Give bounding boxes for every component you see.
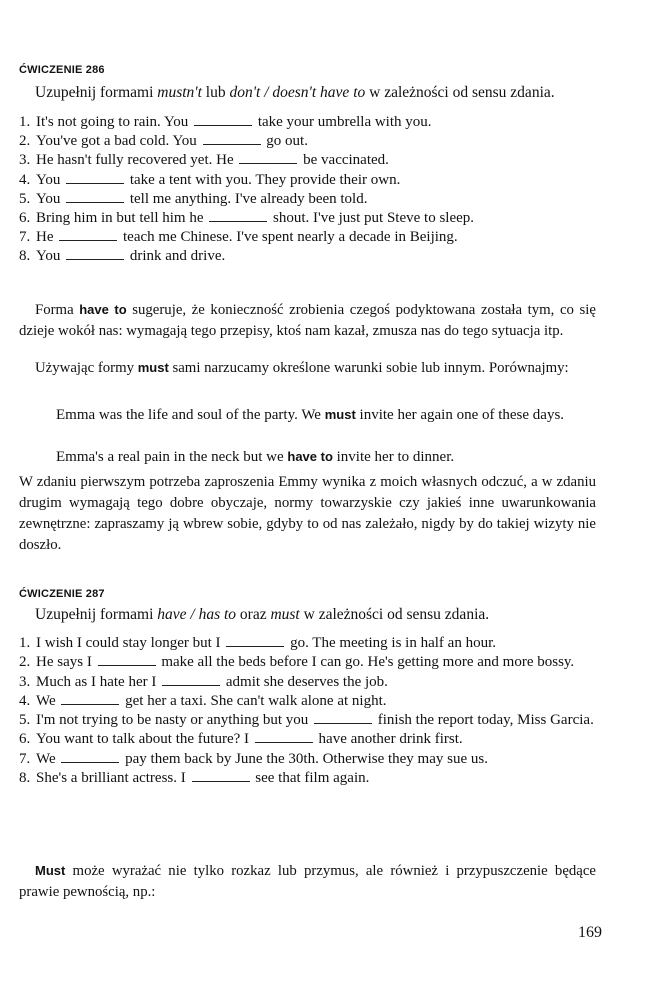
answer-blank[interactable]	[203, 132, 261, 145]
exercise-287-title: ĆWICZENIE 287	[19, 588, 105, 600]
instruction-text: lub	[201, 84, 230, 101]
item-text-before: He says I	[36, 654, 92, 671]
answer-blank[interactable]	[194, 113, 252, 126]
item-text-after: see that film again.	[255, 770, 370, 787]
answer-blank[interactable]	[162, 673, 220, 686]
item-text-before: He hasn't fully recovered yet. He	[36, 152, 234, 169]
item-text-after: go. The meeting is in half an hour.	[290, 635, 496, 651]
item-text-before: Much as I hate her I	[36, 673, 157, 690]
item-number: 6.	[19, 731, 31, 748]
item-text-after: take a tent with you. They provide their own.	[129, 171, 401, 188]
keyword-must: Must	[35, 863, 66, 878]
instruction-form: have / has to	[157, 606, 237, 623]
item-text-after: shout. I've just put Steve to sleep.	[273, 210, 475, 227]
final-paragraph: Must może wyrażać nie tylko rozkaz lub przymus, ale również i przypuszczenie będące prawie pewnością, np.:	[19, 863, 596, 900]
exercise-item	[19, 750, 599, 769]
item-number: 2.	[19, 654, 31, 671]
item-text-before: We	[36, 692, 56, 709]
exercise-item	[19, 711, 599, 730]
instruction-text: w zależności od sensu zdania.	[299, 606, 490, 623]
item-number: 1.	[19, 114, 31, 130]
item-text-before: You	[36, 171, 61, 188]
answer-blank[interactable]	[66, 190, 124, 203]
item-number: 4.	[19, 692, 31, 709]
answer-blank[interactable]	[66, 247, 124, 260]
item-number: 4.	[19, 171, 31, 188]
item-number: 6.	[19, 210, 31, 227]
keyword-must: must	[324, 407, 356, 422]
exercise-item	[19, 228, 605, 247]
item-text-after: get her a taxi. She can't walk alone at night.	[125, 692, 387, 709]
item-text-after: teach me Chinese. I've spent nearly a decade in Beijing.	[123, 229, 458, 246]
item-text-after: go out.	[266, 133, 308, 150]
item-text-before: You've got a bad cold. You	[36, 133, 197, 150]
item-number: 1.	[19, 635, 31, 651]
item-text-before: We	[36, 750, 56, 767]
exercise-item	[19, 634, 599, 653]
item-number: 7.	[19, 229, 31, 246]
item-number: 2.	[19, 133, 31, 150]
explanation-paragraph-3: W zdaniu pierwszym potrzeba zaproszenia Emmy wynika z moich własnych odczuć, a w zdaniu drugim wymagają tego dobre obyczaje, normy towarzyskie czy jakieś inne uwarunkowania zewnętrzne: zapraszamy ją wbrew sobie, gdyby to od nas zależało, nigdy by do takiej wizyty nie doszło.	[19, 474, 596, 553]
item-text-after: tell me anything. I've already been told.	[129, 190, 368, 207]
exercise-item	[19, 653, 599, 672]
item-number: 5.	[19, 712, 31, 729]
item-text-before: I wish I could stay longer but I	[36, 635, 221, 651]
exercise-item	[19, 730, 599, 749]
exercise-item	[19, 247, 605, 266]
answer-blank[interactable]	[192, 769, 250, 782]
example-sentence-1: Emma was the life and soul of the party. We must invite her again one of these days.	[56, 407, 565, 423]
instruction-text: Uzupełnij formami	[35, 606, 158, 623]
item-text-before: Bring him in but tell him he	[36, 210, 204, 227]
instruction-text: Uzupełnij formami	[35, 84, 158, 101]
exercise-286-list	[19, 113, 605, 267]
item-number: 3.	[19, 152, 31, 169]
explanation-paragraph-2: Używając formy must sami narzucamy określone warunki sobie lub innym. Porównajmy:	[35, 360, 569, 376]
instruction-form: don't / doesn't have to	[229, 84, 366, 101]
keyword-have-to: have to	[79, 302, 127, 317]
exercise-item	[19, 673, 599, 692]
exercise-item	[19, 209, 605, 228]
item-number: 8.	[19, 248, 31, 265]
answer-blank[interactable]	[314, 711, 372, 724]
answer-blank[interactable]	[59, 228, 117, 241]
exercise-287-instruction	[35, 606, 489, 624]
answer-blank[interactable]	[226, 634, 284, 647]
keyword-have-to: have to	[287, 449, 333, 464]
item-text-before: You	[36, 190, 61, 207]
item-number: 5.	[19, 190, 31, 207]
item-text-after: be vaccinated.	[303, 152, 389, 169]
answer-blank[interactable]	[239, 151, 297, 164]
answer-blank[interactable]	[255, 730, 313, 743]
instruction-form: must	[270, 606, 300, 623]
answer-blank[interactable]	[209, 209, 267, 222]
item-number: 7.	[19, 750, 31, 767]
item-text-after: admit she deserves the job.	[225, 673, 388, 690]
item-text-after: finish the report today, Miss Garcia.	[377, 712, 594, 729]
exercise-item	[19, 113, 605, 132]
exercise-item	[19, 151, 605, 170]
instruction-form: mustn't	[157, 84, 202, 101]
item-text-before: He	[36, 229, 54, 246]
exercise-286-title: ĆWICZENIE 286	[19, 64, 105, 76]
exercise-item	[19, 769, 599, 788]
instruction-text: w zależności od sensu zdania.	[365, 84, 555, 101]
keyword-must: must	[137, 360, 169, 375]
answer-blank[interactable]	[66, 171, 124, 184]
item-text-after: pay them back by June the 30th. Otherwise they may sue us.	[125, 750, 488, 767]
page-number: 169	[578, 924, 602, 941]
item-number: 3.	[19, 673, 31, 690]
item-text-before: I'm not trying to be nasty or anything but you	[36, 712, 309, 729]
exercise-287-list	[19, 634, 599, 788]
item-text-after: have another drink first.	[318, 731, 463, 748]
item-text-before: It's not going to rain. You	[36, 114, 189, 130]
exercise-item	[19, 132, 605, 151]
item-text-before: You	[36, 248, 61, 265]
exercise-item	[19, 171, 605, 190]
item-number: 8.	[19, 770, 31, 787]
item-text-after: drink and drive.	[129, 248, 226, 265]
explanation-paragraph-1: Forma have to sugeruje, że konieczność zrobienia czegoś podyktowana została tym, co się dzieje wokół nas: wymagają tego przepisy, ktoś nam kazał, zmusza nas do tego sytuacja itp.	[19, 302, 596, 339]
item-text-before: She's a brilliant actress. I	[36, 770, 186, 787]
answer-blank[interactable]	[61, 750, 119, 763]
answer-blank[interactable]	[61, 692, 119, 705]
instruction-text: oraz	[236, 606, 271, 623]
exercise-286-instruction	[35, 84, 555, 102]
item-text-before: You want to talk about the future? I	[36, 731, 250, 748]
item-text-after: take your umbrella with you.	[257, 114, 432, 130]
exercise-item	[19, 692, 599, 711]
item-text-after: make all the beds before I can go. He's getting more and more bossy.	[161, 654, 575, 671]
example-sentence-2: Emma's a real pain in the neck but we have to invite her to dinner.	[56, 449, 455, 465]
answer-blank[interactable]	[98, 653, 156, 666]
exercise-item	[19, 190, 605, 209]
